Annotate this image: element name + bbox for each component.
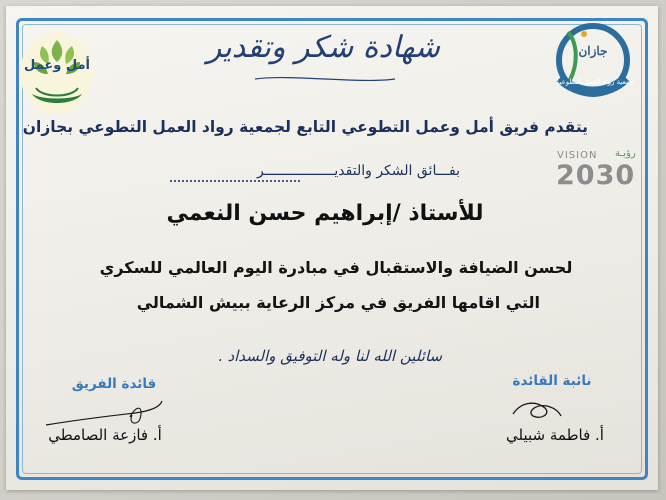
deputy-leader-name: أ. فاطمة شبيلي — [506, 426, 604, 444]
vision-2030-word: VISION — [557, 150, 598, 161]
team-logo-graphic — [20, 32, 94, 114]
certificate-title: شهادة شكر وتقدير — [206, 30, 440, 65]
team-logo-label: أمل وعمل — [24, 58, 90, 73]
association-logo — [548, 20, 638, 100]
vision-2030-arabic: رؤيـة — [615, 148, 636, 159]
association-logo-label: جازان — [578, 44, 608, 58]
signatory-title-deputy-leader: نائبة القائدة — [512, 373, 592, 389]
thanks-dotted-line — [170, 180, 300, 182]
team-leader-name: أ. فازعة الصامطي — [48, 426, 162, 444]
thanks-phrase: بفـــائق الشكر والتقديـــــــــــــــــر — [256, 163, 460, 179]
recipient-name: للأستاذ /إبراهيم حسن النعمي — [166, 201, 484, 226]
closing-prayer: سائلين الله لنا وله التوفيق والسداد . — [217, 347, 443, 365]
deputy-leader-signature — [505, 390, 565, 426]
team-logo — [20, 32, 94, 114]
association-logo-caption: جمعية رواد العمل التطوعية — [555, 78, 635, 86]
title-flourish-icon — [250, 74, 400, 84]
presenter-statement: يتقدم فريق أمل وعمل التطوعي التابع لجمعية رواد العمل التطوعي بجازان — [22, 118, 588, 136]
signatory-title-team-leader: قائدة الفريق — [71, 376, 157, 392]
vision-2030-year: 2030 — [556, 160, 636, 191]
reason-line-2: التي اقامها الفريق في مركز الرعاية ببيش الشمالي — [136, 293, 540, 312]
reason-line-1: لحسن الضيافة والاستقبال في مبادرة اليوم العالمي للسكري — [99, 258, 573, 277]
